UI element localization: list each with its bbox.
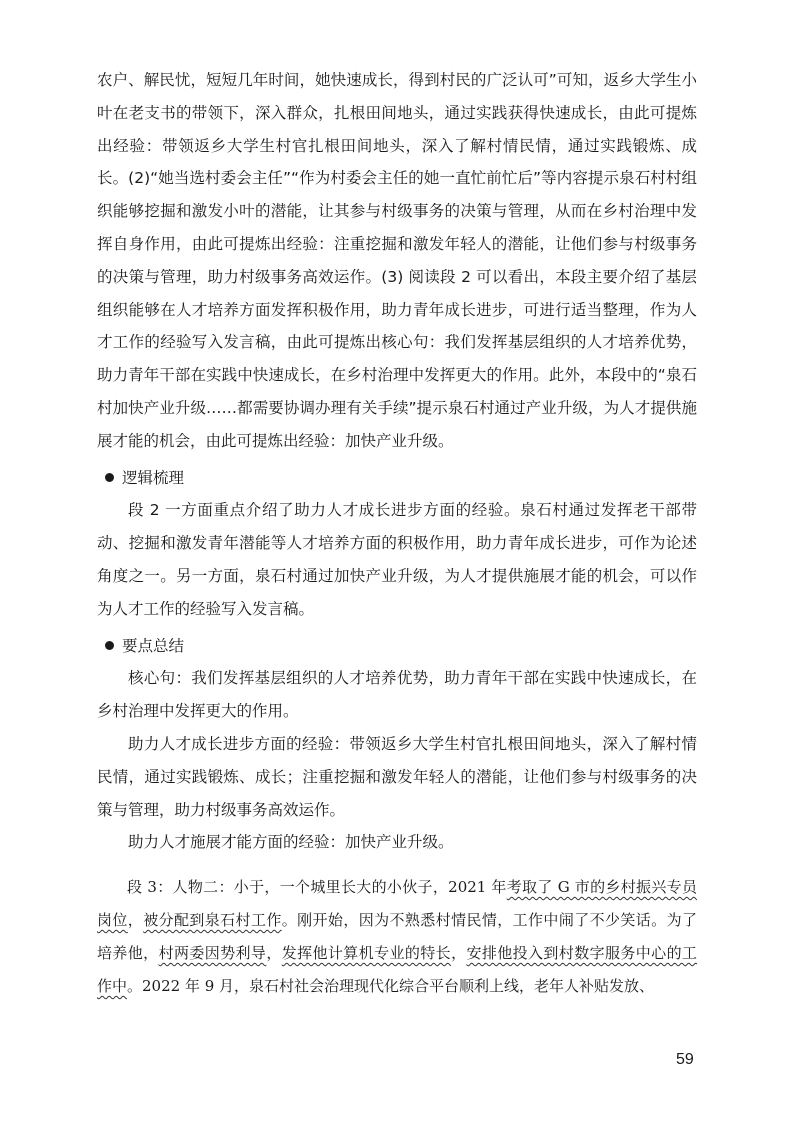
wavy-underline-text: 被分配到泉石村工作 [143,911,282,930]
wavy-underline-text: 安排他投入到村数字服务中心的工作中 [97,944,697,996]
wavy-underline-text: 村两委因势利导 [158,944,267,963]
page-number: 59 [676,1051,694,1068]
paragraph-growth-experience: 助力人才成长进步方面的经验：带领返乡大学生村官扎根田间地头，深入了解村情民情，通过实践锻炼、成长；注重挖掘和激发年轻人的潜能，让他们参与村级事务的决策与管理，助力村级事务高效运作。 [97,734,697,819]
section-heading-logic: 逻辑梳理 [105,462,697,495]
wavy-underline-text: 发挥他计算机专业的特长 [281,944,452,963]
paragraph-segment-3: 段 3：人物二：小于，一个城里长大的小伙子，2021 年考取了 G 市的乡村振兴专员岗位，被分配到泉石村工作。刚开始，因为不熟悉村情民情，工作中闹了不少笑话。为了培养他，村两委因势利导，发挥他计算机专业的特长，安排他投入到村数字服务中心的工作中。2022 年 9 月，泉石村社会治理现代化综合平台顺利上线，老年人补贴发放、 [97,878,697,996]
section-heading-summary: 要点总结 [105,630,697,663]
page-content [97,64,697,1003]
paragraph-talent-experience: 助力人才施展才能方面的经验：加快产业升级。 [128,833,454,852]
wavy-underline-text: 考取了 G 市的乡村振兴专员岗位 [97,878,697,930]
bullet-dot-icon [105,473,114,482]
paragraph-logic: 段 2 一方面重点介绍了助力人才成长进步方面的经验。泉石村通过发挥老干部带动、挖掘和激发青年潜能等人才培养方面的积极作用，助力青年成长进步，可作为论述角度之一。另一方面，泉石村通过加快产业升级，为人才提供施展才能的机会，可以作为人才工作的经验写入发言稿。 [97,501,697,618]
bullet-dot-icon [105,641,114,650]
paragraph-analysis: 农户、解民忧，短短几年时间，她快速成长，得到村民的广泛认可”可知，返乡大学生小叶在老支书的带领下，深入群众，扎根田间地头，通过实践获得快速成长，由此可提炼出经验：带领返乡大学生村官扎根田间地头，深入了解村情民情，通过实践锻炼、成长。(2)“她当选村委会主任”“作为村委会主任的她一直忙前忙后”等内容提示泉石村村组织能够挖掘和激发小叶的潜能，让其参与村级事务的决策与管理，从而在乡村治理中发挥自身作用，由此可提炼出经验：注重挖掘和激发年轻人的潜能，让他们参与村级事务的决策与管理，助力村级事务高效运作。(3) 阅读段 2 可以看出，本段主要介绍了基层组织能够在人才培养方面发挥积极作用，助力青年成长进步，可进行适当整理，作为人才工作的经验写入发言稿，由此可提炼出核心句：我们发挥基层组织的人才培养优势，助力青年干部在实践中快速成长，在乡村治理中发挥更大的作用。此外，本段中的“泉石村加快产业升级……都需要协调办理有关手续”提示泉石村通过产业升级，为人才提供施展才能的机会，由此可提炼出经验：加快产业升级。 [97,71,697,450]
paragraph-core-sentence: 核心句：我们发挥基层组织的人才培养优势，助力青年干部在实践中快速成长，在乡村治理中发挥更大的作用。 [97,669,697,721]
